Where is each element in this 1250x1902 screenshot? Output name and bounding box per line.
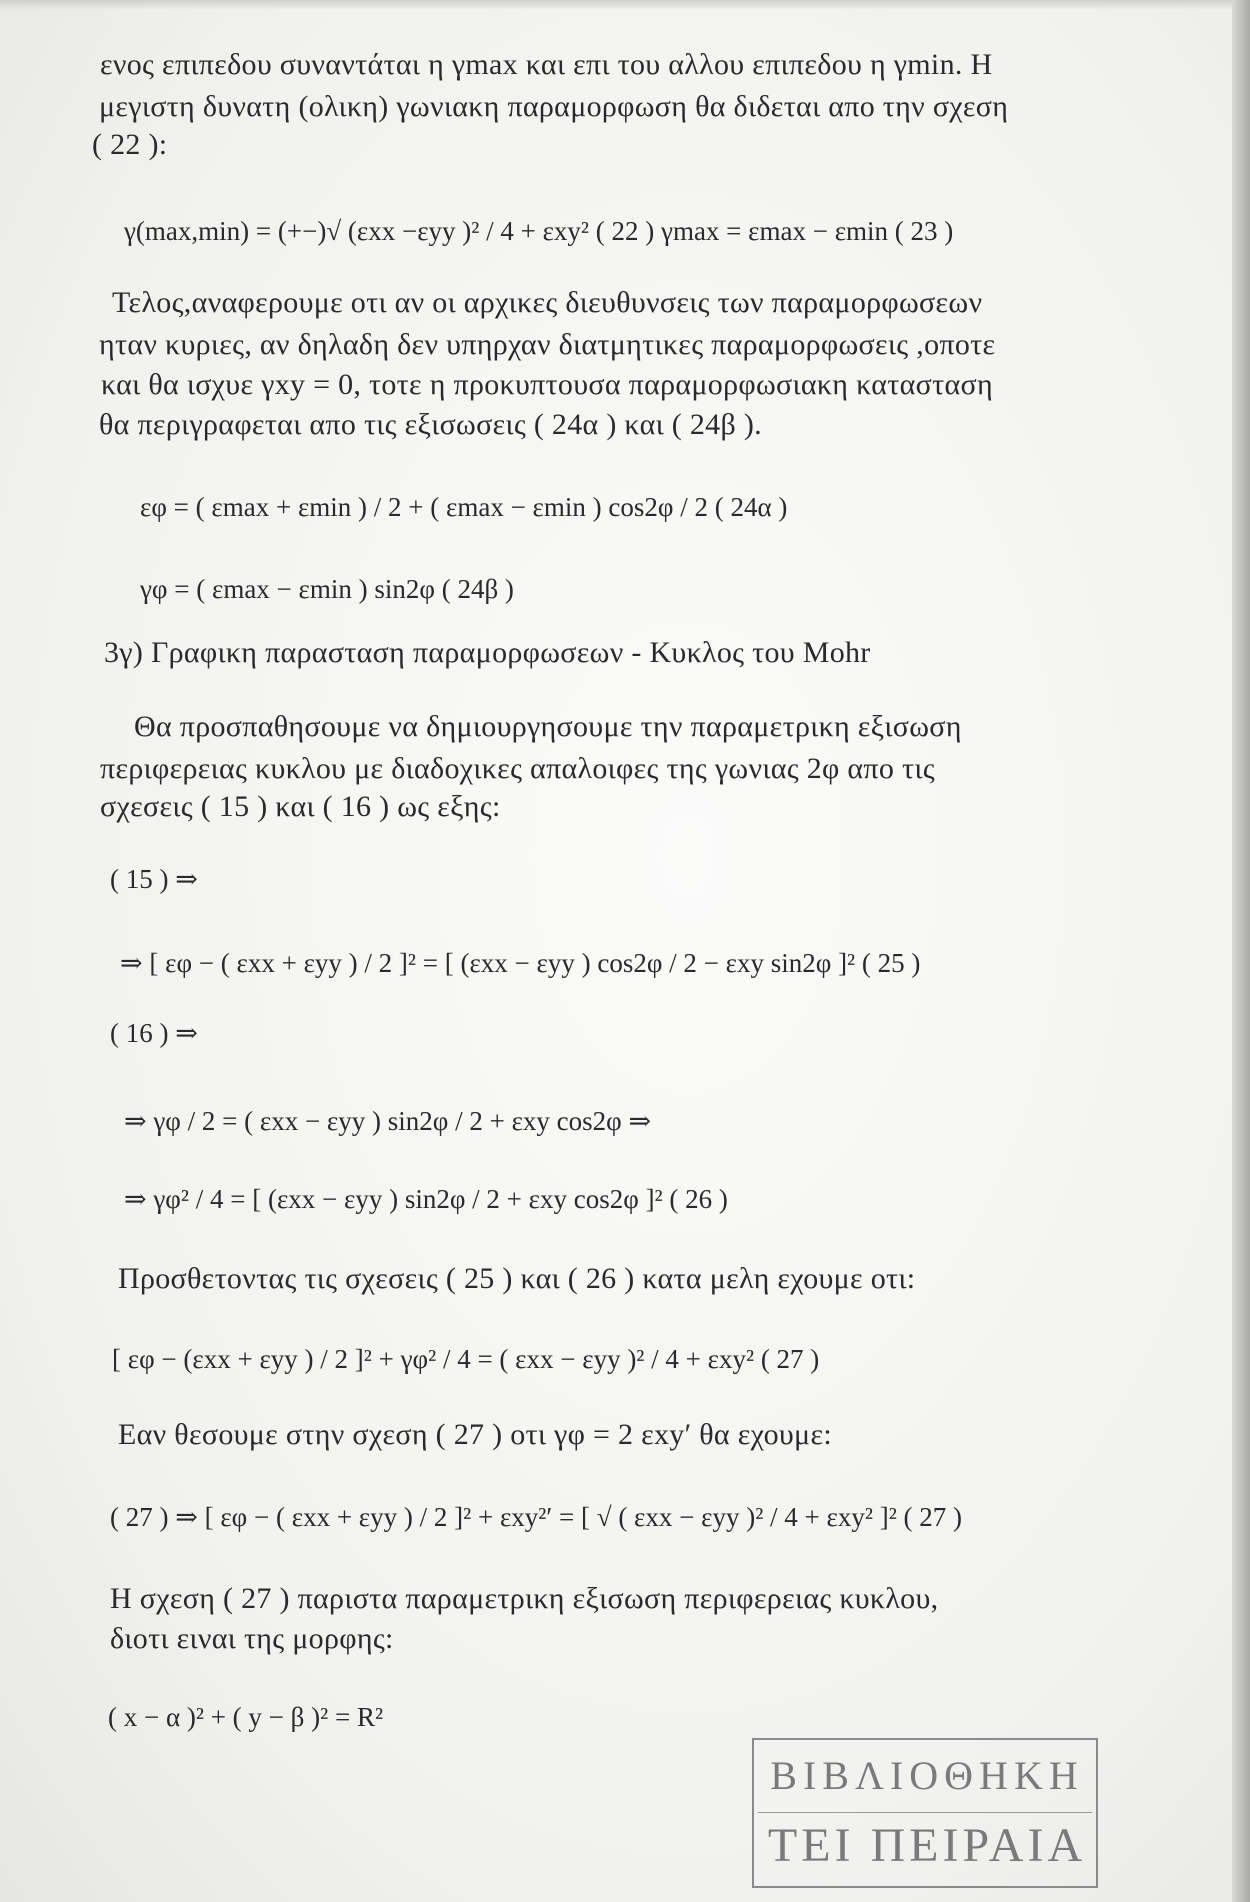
equation-24b: γφ = ( εmax − εmin ) sin2φ ( 24β ) (140, 574, 514, 604)
text-line: θα περιγραφεται απο τις εξισωσεις ( 24α ) και ( 24β ). (99, 408, 762, 441)
equation-24a: εφ = ( εmax + εmin ) / 2 + ( εmax − εmin ) cos2φ / 2 ( 24α ) (140, 492, 788, 522)
equation-27b: ( 27 ) ⇒ [ εφ − ( εxx + εyy ) / 2 ]² + εxy²′ = [ √ ( εxx − εyy )² / 4 + εxy² ]² ( 27 ) (110, 1502, 963, 1532)
text-line: και θα ισχυε γxy = 0, τοτε η προκυπτουσα παραμορφωσιακη κατασταση (101, 368, 993, 401)
text-line: Θα προσπαθησουμε να δημιουργησουμε την παραμετρικη εξισωση (134, 710, 962, 743)
text-line: Εαν θεσουμε στην σχεση ( 27 ) οτι γφ = 2 εxy′ θα εχουμε: (118, 1418, 832, 1451)
equation-16a: ⇒ γφ / 2 = ( εxx − εyy ) sin2φ / 2 + εxy cos2φ ⇒ (124, 1106, 652, 1136)
equation-26: ⇒ γφ² / 4 = [ (εxx − εyy ) sin2φ / 2 + εxy cos2φ ]² ( 26 ) (124, 1184, 728, 1214)
equation-circle: ( x − α )² + ( y − β )² = R² (108, 1702, 384, 1732)
equation-15-ref: ( 15 ) ⇒ (110, 864, 198, 894)
page-top-shadow (0, 0, 1250, 10)
stamp-line-2: ΤΕΙ ΠΕΙΡΑΙΑ (767, 1819, 1087, 1872)
stamp-line-1: ΒΙΒΛΙΟΘΗΚΗ (770, 1753, 1084, 1798)
text-line: σχεσεις ( 15 ) και ( 16 ) ως εξης: (100, 790, 501, 823)
page-right-edge (1232, 0, 1250, 1902)
text-line: Η σχεση ( 27 ) παριστα παραμετρικη εξισωση περιφερειας κυκλου, (110, 1582, 939, 1615)
text-line: περιφερειας κυκλου με διαδοχικες απαλοιφες της γωνιας 2φ απο τις (100, 752, 935, 785)
section-heading: 3γ) Γραφικη παρασταση παραμορφωσεων - Κυκλος του Mohr (104, 636, 871, 669)
library-stamp (752, 1738, 1098, 1888)
equation-27: [ εφ − (εxx + εyy ) / 2 ]² + γφ² / 4 = ( εxx − εyy )² / 4 + εxy² ( 27 ) (112, 1344, 820, 1374)
equation-22-23: γ(max,min) = (+−)√ (εxx −εyy )² / 4 + εxy² ( 22 ) γmax = εmax − εmin ( 23 ) (124, 216, 954, 246)
text-line: Τελος,αναφερουμε οτι αν οι αρχικες διευθυνσεις των παραμορφωσεων (112, 286, 983, 319)
stamp-divider (758, 1812, 1092, 1813)
text-line: Προσθετοντας τις σχεσεις ( 25 ) και ( 26 ) κατα μελη εχουμε οτι: (118, 1262, 916, 1295)
text-line: ενος επιπεδου συναντάται η γmax και επι του αλλου επιπεδου η γmin. Η (100, 48, 993, 81)
equation-16-ref: ( 16 ) ⇒ (110, 1018, 198, 1048)
text-line: ηταν κυριες, αν δηλαδη δεν υπηρχαν διατμητικες παραμορφωσεις ,οποτε (99, 328, 996, 361)
text-line: διοτι ειναι της μορφης: (110, 1622, 394, 1655)
equation-25: ⇒ [ εφ − ( εxx + εyy ) / 2 ]² = [ (εxx − εyy ) cos2φ / 2 − εxy sin2φ ]² ( 25 ) (120, 948, 921, 978)
text-line: μεγιστη δυνατη (ολικη) γωνιακη παραμορφωση θα διδεται απο την σχεση (99, 90, 1009, 123)
text-line: ( 22 ): (92, 128, 168, 161)
